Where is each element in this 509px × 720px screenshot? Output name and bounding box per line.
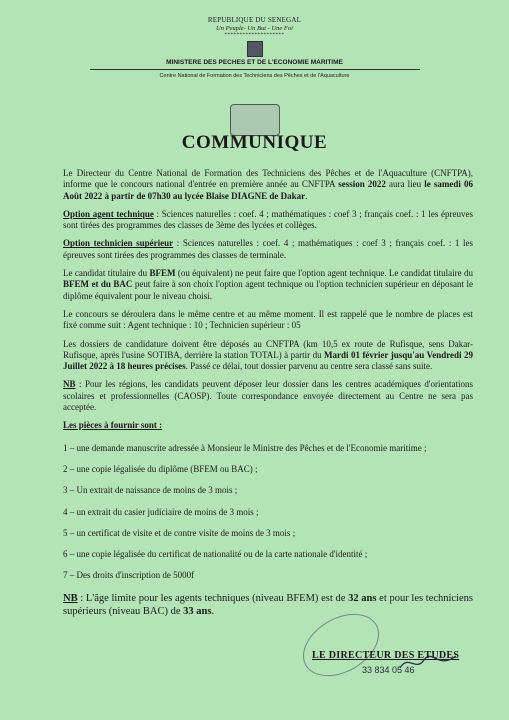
candidate-text-3: peut faire à son choix l'option agent technique ou l'option technicien supérieur en déposant le diplôme équivalent pour le niveau choisi. [63, 279, 473, 301]
session-label: session 2022 [338, 179, 386, 190]
bfem-bac-label: BFEM et du BAC [63, 279, 133, 290]
list-item: 6 – une copie légalisée du certificat de nationalité ou de la carte nationale d'identité ; [63, 549, 368, 560]
signatory-title: LE DIRECTEUR DES ETUDES [312, 650, 460, 661]
dossiers-text-2: . Passé ce délai, tout dossier parvenu au centre sera classé sans suite. [185, 361, 433, 372]
header-divider [90, 69, 420, 70]
list-item: 7 – Des droits d'inscription de 5000f [63, 570, 195, 581]
dossiers-paragraph [63, 339, 473, 373]
intro-text: Le Directeur du Centre National de Formation des Techniciens des Pêches et de l'Aquaculture (CNFTPA), informe que le concours national d'entrée en première année au CNFTPA [63, 168, 473, 190]
list-item: 5 – un certificat de visite et de contre visite de moins de 3 mois ; [63, 527, 296, 538]
national-motto: Un Peuple- Un But - Une Foi [216, 25, 293, 32]
intro-paragraph [63, 168, 473, 202]
option-technicien-paragraph [63, 238, 473, 261]
letterhead [0, 16, 509, 79]
option-technicien-label: Option technicien supérieur [63, 238, 174, 249]
age-limit-agent: 32 ans [348, 592, 377, 604]
bfem-label: BFEM [149, 268, 176, 279]
deposit-period: Mardi 01 février jusqu'au Vendredi 29 Juillet 2022 à 18 heures précises [63, 349, 473, 372]
republic-name: REPUBLIQUE DU SENEGAL [207, 16, 302, 24]
exam-date-place: le samedi 06 Août 2022 à partir de 07h30 au lycée Blaise DIAGNE de Dakar [63, 179, 474, 201]
ministry-emblem-icon [247, 41, 263, 57]
option-agent-label: Option agent technique [63, 208, 154, 219]
list-item: 3 – Un extrait de naissance de moins de 3 mois ; [63, 485, 238, 496]
list-item: 4 – un extrait du casier judiciaire de moins de 3 mois ; [63, 506, 259, 517]
motto-separator: ******************** [224, 33, 285, 38]
nb-age-text-2: et pour les techniciens supérieurs (niveau BAC) de [63, 592, 474, 617]
candidate-paragraph [63, 268, 473, 302]
intro-text-2: aura lieu [385, 179, 425, 190]
nb-label: NB [63, 379, 76, 390]
places-paragraph: Le concours se déroulera dans le même centre et au même moment. Il est rappelé que le nombre de places est fixé comme suit : Agent technique : 10 ; Technicien supérieur : 05 [63, 308, 473, 331]
phone-number: 33 834 05 46 [362, 665, 415, 675]
candidate-text-2: (ou équivalent) ne peut faire que l'option agent technique. Le candidat titulaire du [175, 268, 474, 279]
signature-icon [398, 652, 458, 674]
list-item: 2 – une copie légalisée du diplôme (BFEM ou BAC) ; [63, 463, 258, 474]
list-item: 1 – une demande manuscrite adressée à Monsieur le Ministre des Pêches et de l'Economie maritime ; [63, 442, 427, 453]
candidate-text: Le candidat titulaire du [63, 268, 150, 279]
option-agent-paragraph [63, 209, 473, 232]
option-technicien-text: : Sciences naturelles : coef. 4 ; mathématiques : coef 3 ; français coef. : 1 les épreuves sont tirées des programmes des classes de terminale. [63, 238, 473, 260]
age-limit-technicien: 33 ans [183, 605, 212, 617]
option-agent-text: : Sciences naturelles : coef. 4 ; mathématiques : coef 3 ; français coef. : 1 les épreuves sont tirées des programmes des classes de 3ème des lycées et collèges. [63, 208, 473, 231]
pieces-heading [63, 420, 473, 431]
nb-age-label: NB [63, 592, 78, 604]
page-title: COMMUNIQUE [181, 132, 328, 153]
pieces-heading-colon: : [156, 420, 163, 431]
intro-end: . [305, 190, 308, 201]
nb-age-end: . [211, 605, 215, 617]
communique-body [63, 168, 473, 618]
nb-age-text: : L'âge limite pour les agents techniques (niveau BFEM) est de [77, 592, 349, 604]
pieces-heading-text: Les pièces à fournir sont [63, 420, 157, 431]
nb-regions-text: : Pour les régions, les candidats peuvent déposer leur dossier dans les centres académiques d'orientations scolaires et professionnelles (CAOSP). Toute correspondance envoyée directement au Centre ne sera pas acceptée. [63, 379, 473, 413]
ministry-name: MINISTERE DES PECHES ET DE L'ECONOMIE MARITIME [166, 59, 343, 66]
dossiers-text: Les dossiers de candidature doivent être déposés au CNFTPA (km 10,5 ex route de Rufisque, sens Dakar- Rufisque, après l'usine SOTIBA, derrière la station TOTAL) à partir du [63, 338, 473, 360]
nb-regions-paragraph [63, 379, 473, 413]
nb-age-paragraph [63, 592, 473, 618]
center-name: Centre National de Formation des Techniciens des Pêches et de l'Aquaculture [159, 73, 350, 79]
